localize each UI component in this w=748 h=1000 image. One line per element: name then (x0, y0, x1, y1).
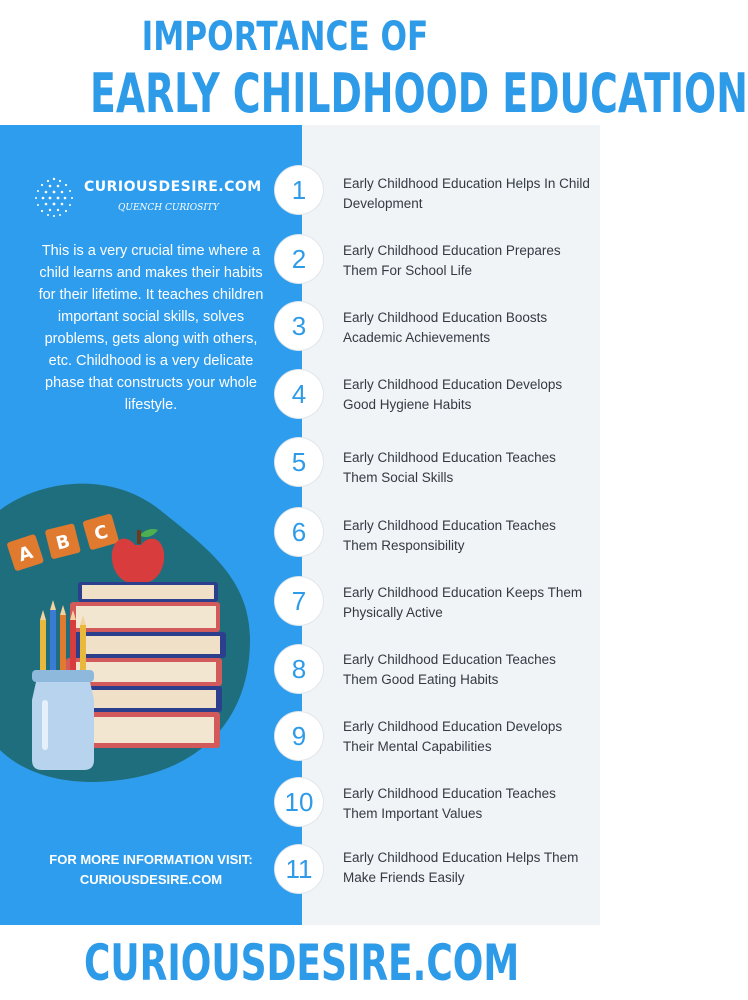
list-item-text: Early Childhood Education Teaches Them Responsibility (343, 518, 556, 553)
website-footer[interactable]: CURIOUSDESIRE.COM (83, 934, 520, 992)
brand-tagline: QUENCH CURIOSITY (118, 203, 219, 213)
list-item-9 (275, 712, 595, 762)
title-line-2: EARLY CHILDHOOD EDUCATION (90, 62, 748, 125)
jar-icon (32, 670, 94, 770)
number-badge: 9 (275, 712, 323, 760)
list-item-10 (275, 778, 595, 828)
brand-logo (30, 173, 260, 223)
list-item-8 (275, 645, 595, 695)
list-item-text: Early Childhood Education Helps In Child Development (343, 176, 590, 211)
list-item-7 (275, 577, 595, 627)
number-badge: 3 (275, 302, 323, 350)
education-illustration (0, 470, 302, 790)
brand-name: CURIOUSDESIRE.COM (84, 179, 262, 195)
list-item-6 (275, 508, 595, 558)
list-item-2 (275, 235, 595, 285)
footer-info-line1: FOR MORE INFORMATION VISIT: (49, 852, 253, 867)
list-item-text: Early Childhood Education Boosts Academic Achievements (343, 310, 548, 345)
list-item-text: Early Childhood Education Develops Their Mental Capabilities (343, 719, 563, 754)
block-letter-b: B (53, 530, 73, 555)
header (0, 0, 748, 125)
list-item-11 (275, 845, 595, 895)
list-item-text: Early Childhood Education Teaches Them Important Values (343, 786, 556, 821)
intro-paragraph: This is a very crucial time where a child learns and makes their habits for their lifetime. It teaches children important social skills, solves problems, gets along with others, etc. Childhood is a very delicate phase that constructs your whole lifestyle. (38, 243, 264, 413)
block-letter-c: C (92, 521, 111, 546)
block-letter-a: A (15, 541, 36, 567)
footer-info-link[interactable]: CURIOUSDESIRE.COM (79, 872, 223, 887)
list-item-4 (275, 370, 595, 420)
list-item-5 (275, 438, 595, 488)
list-item-1 (275, 166, 595, 216)
number-badge: 6 (275, 508, 323, 556)
number-badge: 5 (275, 438, 323, 486)
footer-info (0, 850, 302, 890)
list-item-text: Early Childhood Education Keeps Them Physically Active (343, 585, 583, 620)
list-item-3 (275, 302, 595, 352)
list-item-text: Early Childhood Education Prepares Them For School Life (343, 243, 561, 278)
number-badge: 7 (275, 577, 323, 625)
number-badge: 4 (275, 370, 323, 418)
list-item-text: Early Childhood Education Helps Them Make Friends Easily (343, 850, 579, 885)
dots-globe-icon (30, 173, 78, 221)
number-badge: 1 (275, 166, 323, 214)
list-item-text: Early Childhood Education Teaches Them Social Skills (343, 450, 556, 485)
number-badge: 10 (275, 778, 323, 826)
number-badge: 11 (275, 845, 323, 893)
number-badge: 8 (275, 645, 323, 693)
list-item-text: Early Childhood Education Teaches Them Good Eating Habits (343, 652, 556, 687)
number-badge: 2 (275, 235, 323, 283)
title-line-1: IMPORTANCE OF (141, 14, 429, 60)
list-item-text: Early Childhood Education Develops Good Hygiene Habits (343, 377, 563, 412)
